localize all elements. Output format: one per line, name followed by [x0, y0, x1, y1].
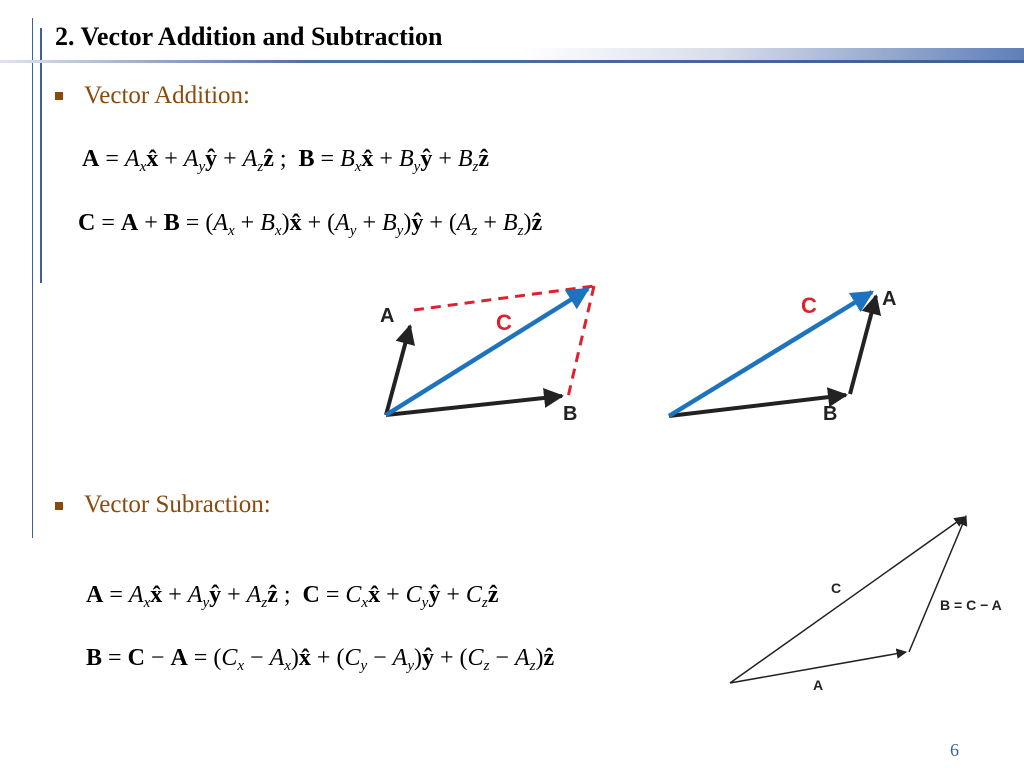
- subtraction-figure: [730, 516, 1002, 693]
- label-b: B: [563, 403, 578, 425]
- label-c: C: [831, 580, 842, 596]
- dashed-edge-right: [568, 286, 594, 397]
- subtraction-equation-2: $B = C - A = (C_x$ − $A_x)x̂ + (C_y$ − $A_y)ŷ + (C_z$ − $A_z)ẑ$: [86, 645, 555, 674]
- label-a: A: [882, 288, 897, 310]
- label-b: B: [823, 403, 838, 425]
- vector-a-arrow: [850, 296, 876, 394]
- addition-equation-2: $C = A + B = (A_x$ + $B_x)x̂ + (A_y$ + $B_y)ŷ + (A_z$ + $B_z)ẑ$: [78, 210, 543, 239]
- subtraction-equation-1: $A = A_xx̂$ + $A_yŷ$ + $A_zẑ$ ; $C = C_xx̂$ + $C_yŷ$ + $C_zẑ$: [86, 582, 499, 611]
- addition-equation-1: $A = A_xx̂$ + $A_yŷ$ + $A_zẑ$ ; $B = B_xx̂$ + $B_yŷ$ + $B_zẑ$: [82, 146, 490, 175]
- label-a: A: [380, 305, 395, 327]
- label-c: C: [801, 293, 817, 318]
- label-b-equals-c-minus-a: B = C − A: [940, 597, 1002, 613]
- page-number: 6: [950, 740, 959, 760]
- addition-heading: Vector Addition:: [84, 82, 250, 109]
- bullet-icon: [55, 502, 63, 510]
- parallelogram-figure: [380, 286, 594, 425]
- slide-title: 2. Vector Addition and Subtraction: [55, 22, 443, 51]
- label-a: A: [813, 677, 824, 693]
- dashed-edge-top: [414, 286, 594, 310]
- subtraction-heading: Vector Subraction:: [84, 491, 271, 518]
- head-to-tail-figure: [669, 288, 896, 425]
- vector-c-arrow: [730, 517, 964, 683]
- label-c: C: [496, 310, 512, 335]
